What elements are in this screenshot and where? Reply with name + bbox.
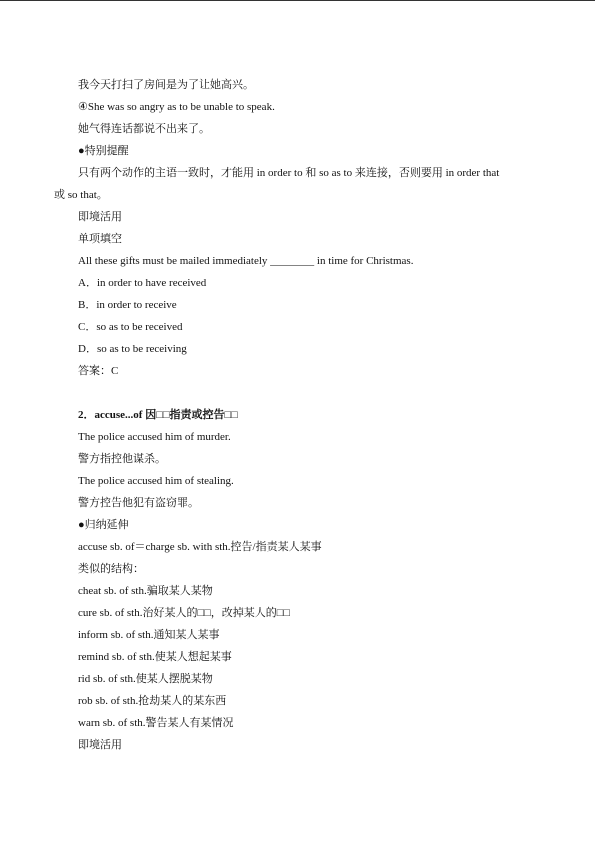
phrase-line: rid sb. of sth.使某人摆脱某物 (78, 673, 213, 685)
example-translation-line: 她气得连话都说不出来了。 (78, 123, 210, 135)
special-note-text: 只有两个动作的主语一致时，才能用 in order to 和 so as to 来连接，否则要用 in order that (78, 167, 500, 179)
option-d: D．so as to be receiving (78, 343, 187, 355)
special-note-heading: ●特别提醒 (78, 145, 129, 157)
practice-heading: 即境活用 (78, 211, 122, 223)
section-heading-accuse-of: 2．accuse...of 因□□指责或控告□□ (78, 409, 238, 421)
phrase-line: rob sb. of sth.抢劫某人的某东西 (78, 695, 227, 707)
question-type-label: 单项填空 (78, 233, 122, 245)
option-a: A．in order to have received (78, 277, 207, 289)
example-sentence-line: ④She was so angry as to be unable to speak. (78, 101, 275, 113)
phrase-line: cheat sb. of sth.骗取某人某物 (78, 585, 213, 597)
example-translation-line: 警方指控他谋杀。 (78, 453, 166, 465)
example-sentence-line: The police accused him of stealing. (78, 475, 234, 487)
phrase-line: warn sb. of sth.警告某人有某情况 (78, 717, 234, 729)
example-translation-line: 警方控告他犯有盗窃罪。 (78, 497, 199, 509)
extension-heading: ●归纳延伸 (78, 519, 129, 531)
practice-heading: 即境活用 (78, 739, 122, 751)
special-note-text-continued: 或 so that。 (54, 189, 108, 201)
option-c: C．so as to be received (78, 321, 183, 333)
option-b: B．in order to receive (78, 299, 177, 311)
example-translation-line: 我今天打扫了房间是为了让她高兴。 (78, 79, 254, 91)
answer-line: 答案：C (78, 365, 119, 377)
similar-structures-label: 类似的结构： (78, 563, 144, 575)
phrase-line: inform sb. of sth.通知某人某事 (78, 629, 220, 641)
phrase-line: cure sb. of sth.治好某人的□□，改掉某人的□□ (78, 607, 291, 619)
top-border-rule (0, 0, 595, 1)
phrase-line: accuse sb. of＝charge sb. with sth.控告/指责某人某事 (78, 541, 322, 553)
example-sentence-line: The police accused him of murder. (78, 431, 231, 443)
question-stem: All these gifts must be mailed immediately ________ in time for Christmas. (78, 255, 414, 267)
phrase-line: remind sb. of sth.使某人想起某事 (78, 651, 232, 663)
